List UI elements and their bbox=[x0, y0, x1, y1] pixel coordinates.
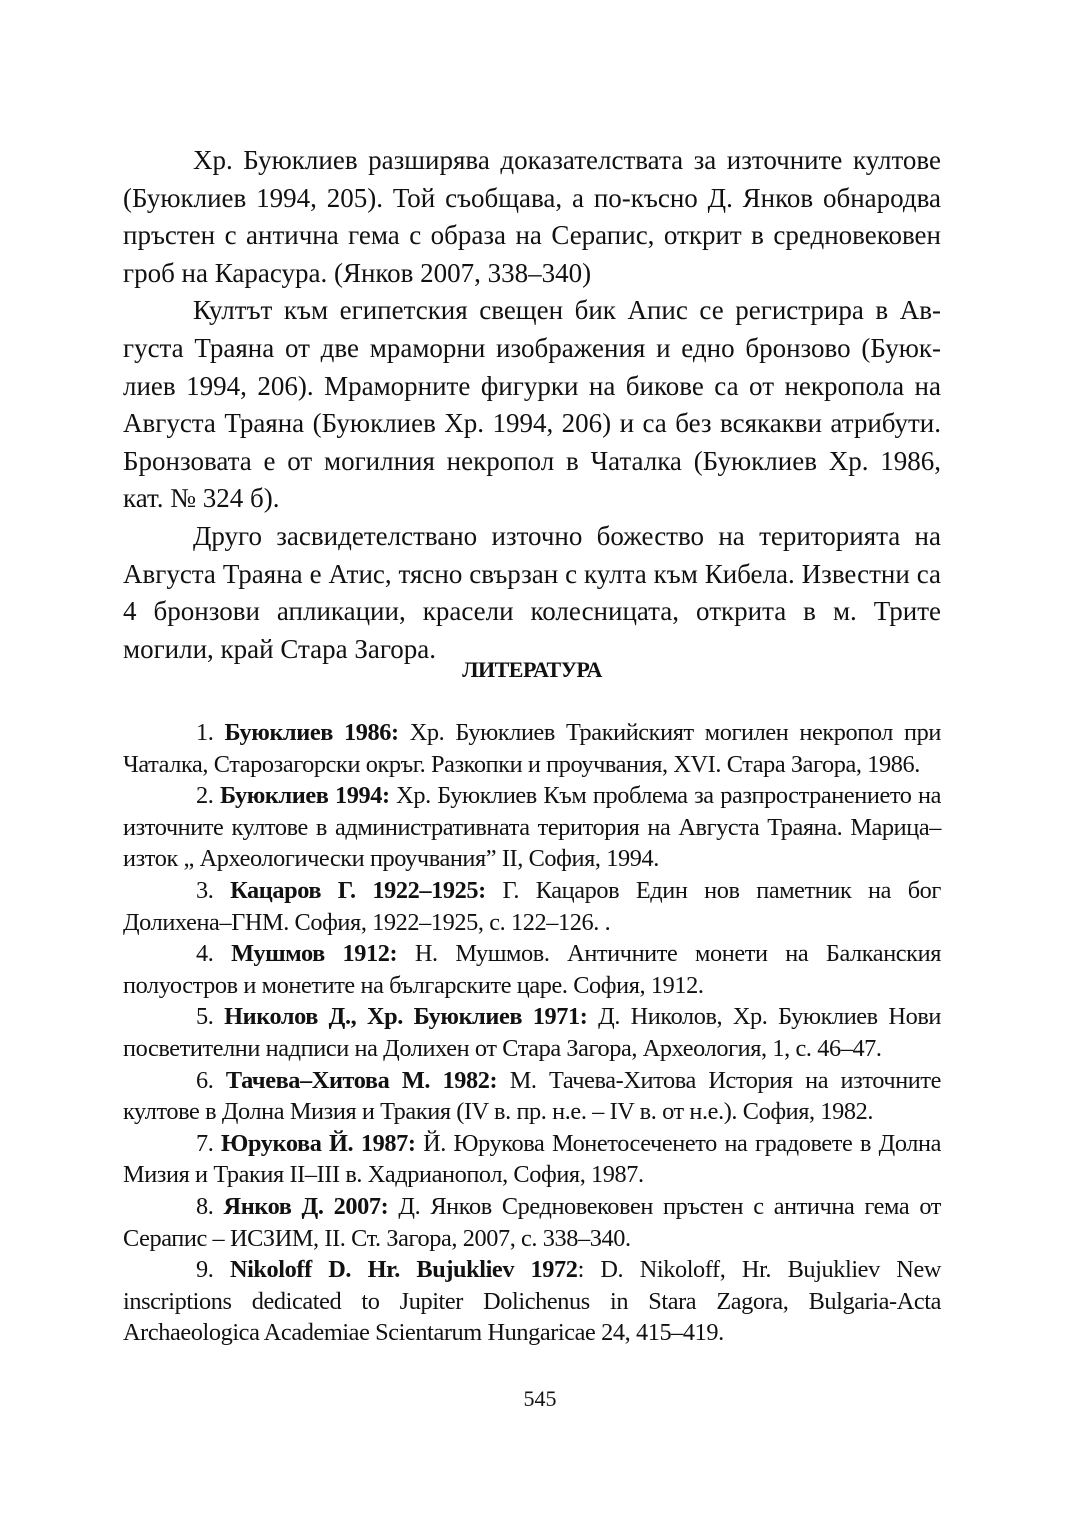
body-text bbox=[123, 142, 941, 668]
reference-number: 5. bbox=[196, 1003, 214, 1031]
reference-key: Мушмов 1912: bbox=[231, 940, 398, 968]
reference-text: Д. Янков Средновековен пръстен с антична гема от Серапис – ИСЗИМ, II. Ст. Загора, 2007, с. 338–340. bbox=[123, 1192, 941, 1252]
reference-key: Юрукова Й. 1987: bbox=[221, 1129, 416, 1157]
reference-number: 8. bbox=[196, 1192, 214, 1220]
reference-text: : D. Nikoloff, Hr. Bujukliev New inscriptions dedicated to Jupiter Dolichenus in Stara Zagora, Bulgaria-Acta Archaeologica Academiae Scientarum Hungaricae 24, 415–419. bbox=[123, 1256, 941, 1347]
reference-text: Г. Кацаров Един нов паметник на бог Долихена–ГНМ. София, 1922–1925, с. 122–126. . bbox=[123, 876, 941, 936]
page-number: 545 bbox=[523, 1386, 557, 1411]
reference-text: Й. Юрукова Монетосеченето на градовете в Долна Мизия и Тракия II–III в. Хадрианопол, София, 1987. bbox=[123, 1129, 941, 1189]
body-paragraph-1: Хр. Буюклиев разширява доказателствата за източните култове (Буюклиев 1994, 205). Той съобщава, а по-късно Д. Янков обнародва пръстен с антична гема с образа на Серапис, открит в средновековен гроб на Карасура. (Янков 2007, 338–340) bbox=[123, 145, 941, 288]
reference-key: Nikoloff D. Hr. Bujukliev 1972 bbox=[229, 1256, 578, 1284]
reference-text: Д. Николов, Хр. Буюклиев Нови посветителни надписи на Долихен от Стара Загора, Археология, 1, с. 46–47. bbox=[123, 1003, 941, 1062]
reference-item-2 bbox=[123, 780, 941, 875]
references-heading: ЛИТЕРАТУРА bbox=[462, 657, 602, 682]
reference-key: Буюклиев 1994: bbox=[219, 782, 390, 810]
body-paragraph-2: Култът към египетския свещен бик Апис се регистрира в Августа Траяна от две мраморни изображения и едно бронзово (Буюклиев 1994, 206). Мраморните фигурки на бикове са от некропола на Августа Траяна (Буюклиев Хр. 1994, 206) и са без всякакви атрибути. Бронзовата е от могилния некропол в Чаталка (Буюклиев Хр. 1986, кат. № 324 б). bbox=[123, 295, 941, 514]
reference-item-6 bbox=[123, 1065, 941, 1128]
reference-item-5 bbox=[123, 1001, 941, 1064]
references-list bbox=[123, 717, 941, 1349]
reference-item-4 bbox=[123, 938, 941, 1001]
reference-text: М. Тачева-Хитова История на източните култове в Долна Мизия и Тракия (IV в. пр. н.е. – IV в. от н.е.). София, 1982. bbox=[123, 1066, 942, 1126]
reference-number: 7. bbox=[196, 1129, 214, 1157]
reference-number: 3. bbox=[196, 876, 214, 904]
reference-number: 4. bbox=[196, 940, 214, 968]
reference-key: Тачева–Хитова М. 1982: bbox=[225, 1066, 498, 1094]
reference-item-9 bbox=[123, 1254, 941, 1349]
reference-number: 1. bbox=[196, 719, 214, 746]
reference-key: Буюклиев 1986: bbox=[224, 719, 399, 746]
reference-item-3 bbox=[123, 875, 941, 938]
reference-number: 6. bbox=[196, 1066, 214, 1094]
reference-item-1 bbox=[123, 717, 941, 780]
reference-text: Хр. Буюклиев Тракийският могилен некропол при Чаталка, Старозагорски окръг. Разкопки и проучвания, XVI. Стара Загора, 1986. bbox=[123, 719, 941, 778]
reference-number: 2. bbox=[196, 782, 214, 810]
reference-text: Хр. Буюклиев Към проблема за разпространението на източните култове в административната територия на Августа Траяна. Марица–изток „ Археологически проучвания” II, София, 1994. bbox=[123, 782, 941, 873]
reference-text: Н. Мушмов. Античните монети на Балканския полуостров и монетите на българските царе. София, 1912. bbox=[123, 940, 941, 999]
reference-item-7 bbox=[123, 1128, 941, 1191]
reference-key: Янков Д. 2007: bbox=[223, 1192, 389, 1220]
reference-key: Николов Д., Хр. Буюклиев 1971: bbox=[224, 1003, 588, 1031]
reference-key: Кацаров Г. 1922–1925: bbox=[230, 876, 486, 904]
reference-number: 9. bbox=[196, 1256, 214, 1284]
body-paragraph-3: Друго засвидетелствано източно божество на територията на Августа Траяна е Атис, тясно свързан с култа към Кибела. Известни са 4 бронзови апликации, красели колесницата, открита в м. Трите могили, край Стара Загора. bbox=[123, 520, 941, 664]
reference-item-8 bbox=[123, 1191, 941, 1254]
